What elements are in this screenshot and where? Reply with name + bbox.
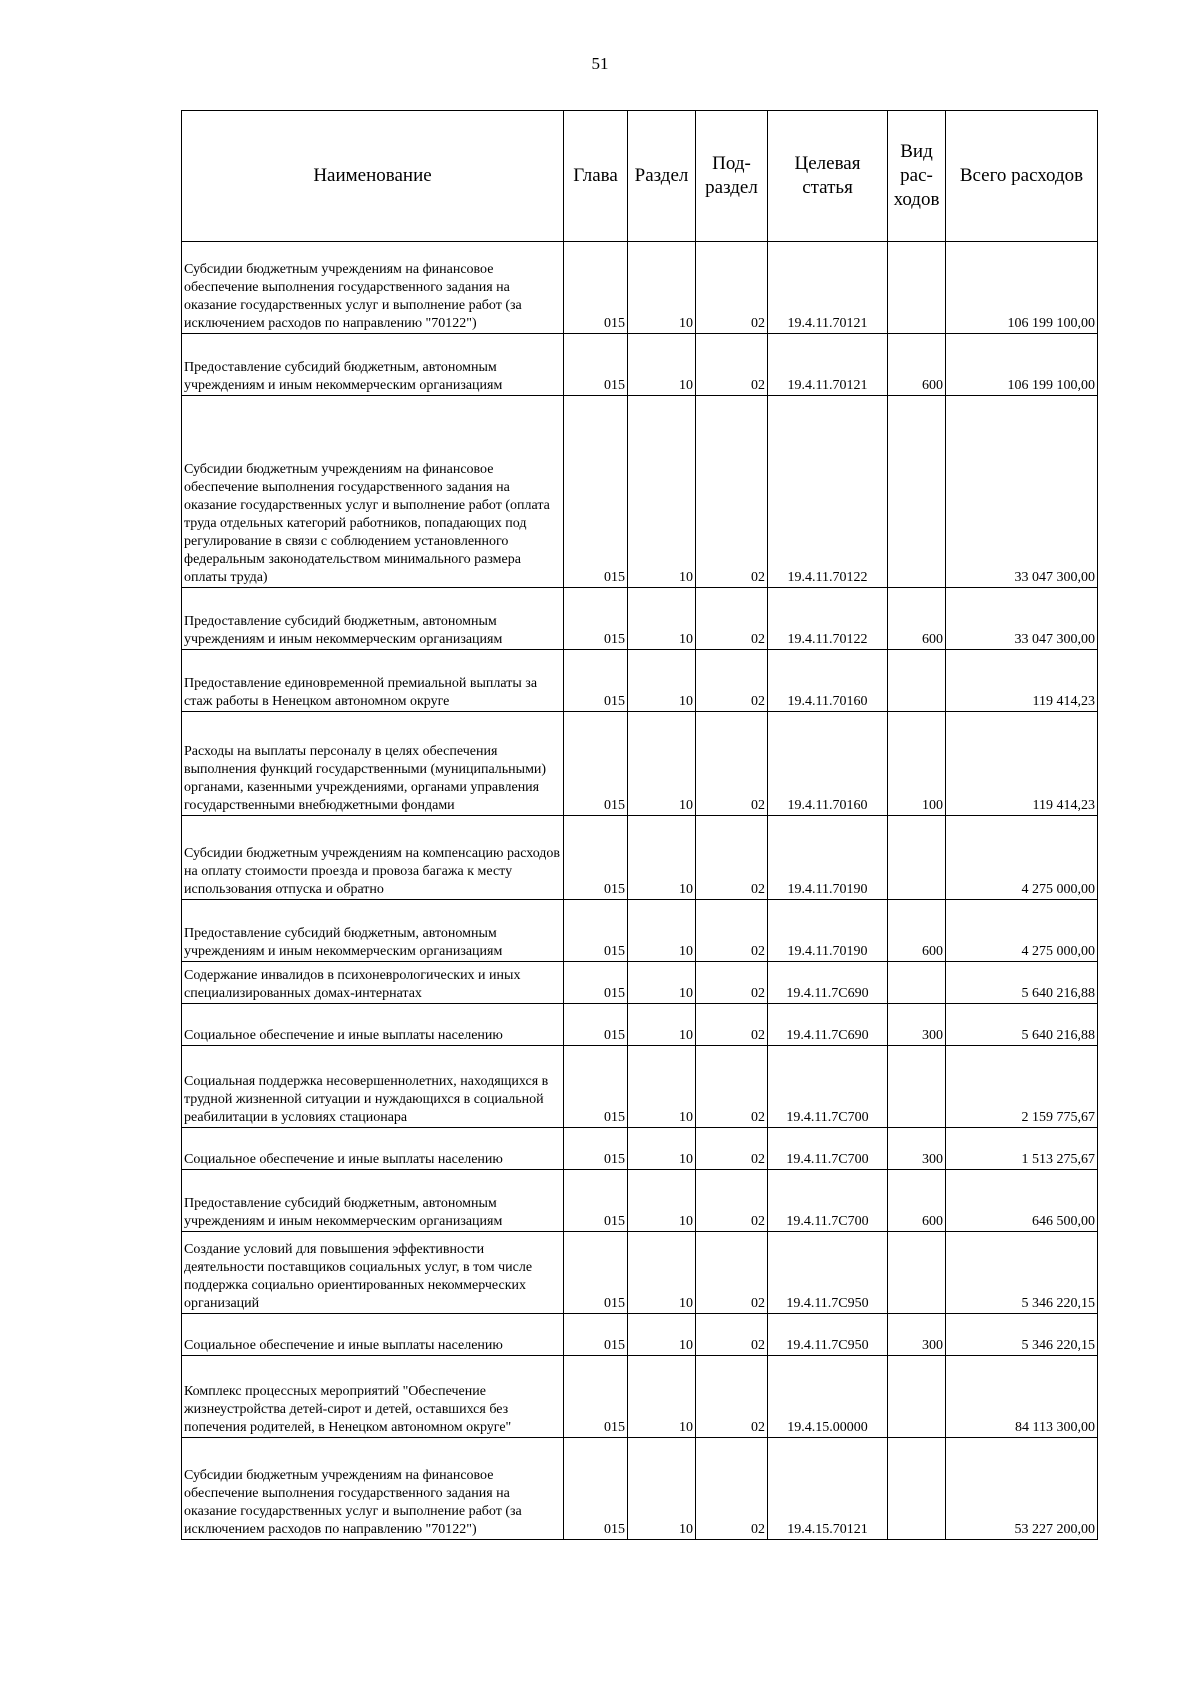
cell-statya: 19.4.11.7С690	[768, 962, 888, 1004]
cell-vid: 300	[888, 1004, 946, 1046]
header-razdel: Раздел	[628, 111, 696, 242]
table-row	[182, 242, 1098, 334]
cell-vid	[888, 1046, 946, 1128]
cell-name: Предоставление субсидий бюджетным, автономным учреждениям и иным некоммерческим организациям	[182, 334, 564, 396]
cell-glava: 015	[564, 962, 628, 1004]
cell-vid	[888, 1232, 946, 1314]
cell-podrazdel: 02	[696, 242, 768, 334]
table-row	[182, 1128, 1098, 1170]
cell-vid: 600	[888, 900, 946, 962]
cell-vid	[888, 816, 946, 900]
cell-glava: 015	[564, 816, 628, 900]
cell-total: 84 113 300,00	[946, 1356, 1098, 1438]
cell-vid	[888, 1356, 946, 1438]
table-row	[182, 1046, 1098, 1128]
cell-razdel: 10	[628, 962, 696, 1004]
cell-glava: 015	[564, 1046, 628, 1128]
cell-statya: 19.4.11.70190	[768, 816, 888, 900]
cell-glava: 015	[564, 1438, 628, 1540]
cell-total: 4 275 000,00	[946, 816, 1098, 900]
cell-statya: 19.4.11.7С950	[768, 1232, 888, 1314]
cell-vid	[888, 962, 946, 1004]
cell-total: 646 500,00	[946, 1170, 1098, 1232]
cell-total: 119 414,23	[946, 650, 1098, 712]
header-glava: Глава	[564, 111, 628, 242]
cell-razdel: 10	[628, 816, 696, 900]
cell-vid	[888, 1438, 946, 1540]
cell-vid: 300	[888, 1314, 946, 1356]
table-row	[182, 1438, 1098, 1540]
header-total: Всего расходов	[946, 111, 1098, 242]
cell-name: Содержание инвалидов в психоневрологических и иных специализированных домах-интернатах	[182, 962, 564, 1004]
cell-razdel: 10	[628, 1170, 696, 1232]
cell-razdel: 10	[628, 712, 696, 816]
cell-name: Предоставление субсидий бюджетным, автономным учреждениям и иным некоммерческим организациям	[182, 900, 564, 962]
cell-glava: 015	[564, 1356, 628, 1438]
cell-statya: 19.4.11.70160	[768, 712, 888, 816]
cell-glava: 015	[564, 650, 628, 712]
cell-name: Предоставление единовременной премиальной выплаты за стаж работы в Ненецком автономном округе	[182, 650, 564, 712]
cell-glava: 015	[564, 334, 628, 396]
cell-vid: 600	[888, 334, 946, 396]
cell-name: Социальное обеспечение и иные выплаты населению	[182, 1314, 564, 1356]
table-header-row	[182, 111, 1098, 242]
table-row	[182, 1356, 1098, 1438]
cell-razdel: 10	[628, 1004, 696, 1046]
cell-name: Социальная поддержка несовершеннолетних, находящихся в трудной жизненной ситуации и нуждающихся в социальной реабилитации в условиях стационара	[182, 1046, 564, 1128]
cell-name: Предоставление субсидий бюджетным, автономным учреждениям и иным некоммерческим организациям	[182, 1170, 564, 1232]
cell-vid	[888, 396, 946, 588]
cell-podrazdel: 02	[696, 1170, 768, 1232]
cell-statya: 19.4.11.7С950	[768, 1314, 888, 1356]
cell-name: Субсидии бюджетным учреждениям на компенсацию расходов на оплату стоимости проезда и провоза багажа к месту использования отпуска и обратно	[182, 816, 564, 900]
cell-podrazdel: 02	[696, 900, 768, 962]
table-row	[182, 650, 1098, 712]
cell-vid: 600	[888, 1170, 946, 1232]
cell-podrazdel: 02	[696, 588, 768, 650]
cell-statya: 19.4.11.70160	[768, 650, 888, 712]
cell-glava: 015	[564, 712, 628, 816]
header-vid: Вид рас- ходов	[888, 111, 946, 242]
cell-glava: 015	[564, 1314, 628, 1356]
cell-razdel: 10	[628, 1128, 696, 1170]
table-row	[182, 962, 1098, 1004]
cell-statya: 19.4.11.70122	[768, 588, 888, 650]
cell-name: Предоставление субсидий бюджетным, автономным учреждениям и иным некоммерческим организациям	[182, 588, 564, 650]
header-statya: Целевая статья	[768, 111, 888, 242]
cell-total: 5 346 220,15	[946, 1232, 1098, 1314]
table-row	[182, 900, 1098, 962]
table-row	[182, 396, 1098, 588]
cell-razdel: 10	[628, 1046, 696, 1128]
cell-podrazdel: 02	[696, 816, 768, 900]
cell-podrazdel: 02	[696, 962, 768, 1004]
cell-podrazdel: 02	[696, 1128, 768, 1170]
cell-razdel: 10	[628, 1314, 696, 1356]
cell-total: 106 199 100,00	[946, 334, 1098, 396]
cell-statya: 19.4.15.00000	[768, 1356, 888, 1438]
cell-razdel: 10	[628, 1356, 696, 1438]
cell-glava: 015	[564, 900, 628, 962]
cell-name: Социальное обеспечение и иные выплаты населению	[182, 1004, 564, 1046]
cell-glava: 015	[564, 396, 628, 588]
cell-podrazdel: 02	[696, 1004, 768, 1046]
table-row	[182, 1004, 1098, 1046]
cell-total: 33 047 300,00	[946, 396, 1098, 588]
cell-glava: 015	[564, 1170, 628, 1232]
page-number: 51	[591, 54, 609, 73]
cell-vid: 600	[888, 588, 946, 650]
cell-name: Комплекс процессных мероприятий "Обеспечение жизнеустройства детей-сирот и детей, оставшихся без попечения родителей, в Ненецком автономном округе"	[182, 1356, 564, 1438]
cell-vid: 300	[888, 1128, 946, 1170]
cell-total: 119 414,23	[946, 712, 1098, 816]
table-row	[182, 1314, 1098, 1356]
cell-name: Субсидии бюджетным учреждениям на финансовое обеспечение выполнения государственного задания на оказание государственных услуг и выполнение работ (за исключением расходов по направлению "70122")	[182, 1438, 564, 1540]
cell-statya: 19.4.15.70121	[768, 1438, 888, 1540]
cell-razdel: 10	[628, 900, 696, 962]
cell-razdel: 10	[628, 396, 696, 588]
cell-statya: 19.4.11.70122	[768, 396, 888, 588]
cell-podrazdel: 02	[696, 712, 768, 816]
cell-podrazdel: 02	[696, 396, 768, 588]
cell-razdel: 10	[628, 588, 696, 650]
cell-statya: 19.4.11.70121	[768, 334, 888, 396]
cell-total: 4 275 000,00	[946, 900, 1098, 962]
cell-glava: 015	[564, 1004, 628, 1046]
expenditure-table	[181, 110, 1098, 1540]
cell-total: 2 159 775,67	[946, 1046, 1098, 1128]
table-row	[182, 1170, 1098, 1232]
cell-vid: 100	[888, 712, 946, 816]
cell-total: 5 640 216,88	[946, 1004, 1098, 1046]
cell-podrazdel: 02	[696, 650, 768, 712]
cell-statya: 19.4.11.7С700	[768, 1046, 888, 1128]
cell-statya: 19.4.11.7С700	[768, 1128, 888, 1170]
cell-name: Расходы на выплаты персоналу в целях обеспечения выполнения функций государственными (муниципальными) органами, казенными учреждениями, органами управления государственными внебюджетными фондами	[182, 712, 564, 816]
cell-name: Субсидии бюджетным учреждениям на финансовое обеспечение выполнения государственного задания на оказание государственных услуг и выполнение работ (оплата труда отдельных категорий работников, попадающих под регулирование в связи с соблюдением установленного федеральным законодательством минимального размера оплаты труда)	[182, 396, 564, 588]
cell-podrazdel: 02	[696, 1438, 768, 1540]
cell-razdel: 10	[628, 1438, 696, 1540]
table-row	[182, 334, 1098, 396]
cell-podrazdel: 02	[696, 1314, 768, 1356]
cell-razdel: 10	[628, 242, 696, 334]
cell-vid	[888, 650, 946, 712]
table-body	[182, 242, 1098, 1540]
cell-statya: 19.4.11.7С690	[768, 1004, 888, 1046]
cell-vid	[888, 242, 946, 334]
cell-podrazdel: 02	[696, 1356, 768, 1438]
header-name: Наименование	[182, 111, 564, 242]
cell-total: 53 227 200,00	[946, 1438, 1098, 1540]
cell-name: Субсидии бюджетным учреждениям на финансовое обеспечение выполнения государственного задания на оказание государственных услуг и выполнение работ (за исключением расходов по направлению "70122")	[182, 242, 564, 334]
cell-total: 5 346 220,15	[946, 1314, 1098, 1356]
cell-razdel: 10	[628, 334, 696, 396]
cell-total: 33 047 300,00	[946, 588, 1098, 650]
cell-podrazdel: 02	[696, 334, 768, 396]
cell-glava: 015	[564, 588, 628, 650]
cell-podrazdel: 02	[696, 1232, 768, 1314]
header-podrazdel: Под- раздел	[696, 111, 768, 242]
cell-total: 106 199 100,00	[946, 242, 1098, 334]
cell-razdel: 10	[628, 1232, 696, 1314]
cell-glava: 015	[564, 242, 628, 334]
table-row	[182, 588, 1098, 650]
table-row	[182, 712, 1098, 816]
cell-glava: 015	[564, 1232, 628, 1314]
cell-statya: 19.4.11.70121	[768, 242, 888, 334]
cell-statya: 19.4.11.7С700	[768, 1170, 888, 1232]
table-row	[182, 1232, 1098, 1314]
cell-total: 1 513 275,67	[946, 1128, 1098, 1170]
cell-podrazdel: 02	[696, 1046, 768, 1128]
table-row	[182, 816, 1098, 900]
cell-statya: 19.4.11.70190	[768, 900, 888, 962]
cell-razdel: 10	[628, 650, 696, 712]
cell-total: 5 640 216,88	[946, 962, 1098, 1004]
cell-glava: 015	[564, 1128, 628, 1170]
cell-name: Социальное обеспечение и иные выплаты населению	[182, 1128, 564, 1170]
cell-name: Создание условий для повышения эффективности деятельности поставщиков социальных услуг, в том числе поддержка социально ориентированных некоммерческих организаций	[182, 1232, 564, 1314]
